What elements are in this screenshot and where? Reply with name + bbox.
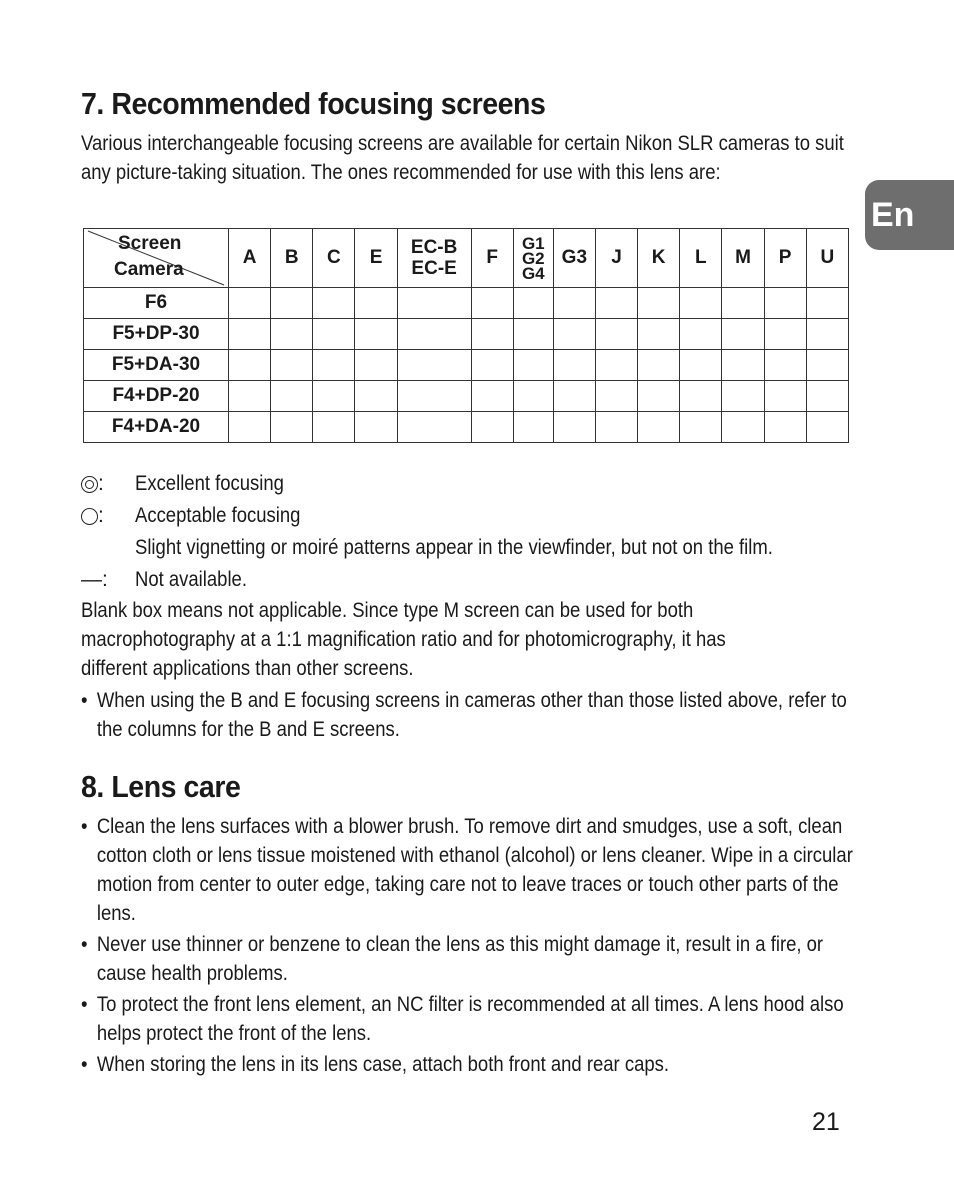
section-7-title: 7. Recommended focusing screens — [81, 86, 546, 121]
table-cell — [513, 288, 553, 319]
table-cell — [722, 412, 764, 443]
table-cell — [764, 381, 806, 412]
table-cell — [313, 288, 355, 319]
column-header-ec — [397, 229, 471, 288]
column-header: C — [313, 229, 355, 288]
column-header: B — [271, 229, 313, 288]
table-cell — [806, 350, 848, 381]
legend — [81, 468, 931, 596]
legend-text: Excellent focusing — [135, 472, 284, 495]
table-cell — [229, 412, 271, 443]
table-cell — [553, 319, 595, 350]
table-cell — [355, 381, 397, 412]
table-cell — [638, 288, 680, 319]
legend-note-text: Slight vignetting or moiré patterns appear in the viewfinder, but not on the film. — [135, 536, 773, 559]
table-cell — [513, 381, 553, 412]
list-item: • Clean the lens surfaces with a blower brush. To remove dirt and smudges, use a soft, clean cotton cloth or lens tissue moistened with ethanol (alcohol) or lens cleaner. Wipe in a circular motion from center to outer edge, taking care not to leave traces or touch other parts of the lens. — [81, 812, 855, 928]
table-row — [84, 319, 849, 350]
column-header: P — [764, 229, 806, 288]
table-body — [84, 288, 849, 443]
list-item: • When storing the lens in its lens case, attach both front and rear caps. — [81, 1050, 855, 1079]
table-cell — [722, 288, 764, 319]
table-cell — [397, 288, 471, 319]
table-cell — [271, 350, 313, 381]
table-cell — [680, 412, 722, 443]
table-cell — [553, 412, 595, 443]
column-header-g — [513, 229, 553, 288]
page-number: 21 — [812, 1108, 840, 1136]
legend-symbol: : — [81, 468, 126, 500]
column-header: M — [722, 229, 764, 288]
table-cell — [553, 288, 595, 319]
legend-text: Acceptable focusing — [135, 504, 301, 527]
table-cell — [313, 412, 355, 443]
table-cell — [513, 350, 553, 381]
language-tab: En — [865, 180, 954, 250]
table-cell — [806, 319, 848, 350]
table-cell — [471, 288, 513, 319]
camera-name-cell: F5+DP-30 — [84, 319, 229, 350]
table-cell — [806, 288, 848, 319]
table-cell — [513, 412, 553, 443]
table-corner-cell — [84, 229, 229, 288]
column-header-part: EC-E — [411, 258, 457, 279]
table-row — [84, 288, 849, 319]
table-cell — [680, 381, 722, 412]
table-cell — [722, 350, 764, 381]
table-cell — [397, 381, 471, 412]
table-cell — [638, 412, 680, 443]
table-cell — [806, 412, 848, 443]
column-header: L — [680, 229, 722, 288]
column-header-part: G2 — [521, 248, 545, 268]
table-cell — [595, 350, 637, 381]
screen-notes-list — [81, 686, 954, 746]
section-8-title: 8. Lens care — [81, 769, 241, 804]
table-row — [84, 412, 849, 443]
legend-acceptable — [81, 500, 931, 532]
table-cell — [553, 350, 595, 381]
table-cell — [806, 381, 848, 412]
table-cell — [229, 319, 271, 350]
table-cell — [229, 288, 271, 319]
table-header-row — [84, 229, 849, 288]
table-cell — [471, 381, 513, 412]
table-cell — [638, 381, 680, 412]
table-cell — [355, 350, 397, 381]
table-cell — [271, 288, 313, 319]
column-header-part: G4 — [521, 263, 545, 283]
blank-box-note: Blank box means not applicable. Since type M screen can be used for both macrophotography at a 1:1 magnification ratio and for photomicrography, it has different applications than other screens. — [81, 599, 726, 680]
legend-acceptable-note — [81, 532, 931, 564]
table-cell — [764, 412, 806, 443]
table-cell — [355, 288, 397, 319]
legend-not-available — [81, 564, 931, 596]
table-cell — [397, 412, 471, 443]
column-header-part: EC-B — [410, 237, 458, 258]
circle-icon — [81, 508, 98, 525]
legend-symbol: : — [81, 500, 126, 532]
table-cell — [313, 319, 355, 350]
corner-camera-label: Camera — [114, 259, 184, 280]
table-cell — [722, 381, 764, 412]
table-cell — [680, 288, 722, 319]
list-item: • When using the B and E focusing screens in cameras other than those listed above, refer to the columns for the B and E screens. — [81, 686, 855, 744]
legend-symbol: —: — [81, 568, 108, 591]
column-header: K — [638, 229, 680, 288]
corner-screen-label: Screen — [118, 233, 182, 254]
legend-excellent — [81, 468, 931, 500]
table-cell — [764, 288, 806, 319]
double-circle-icon — [81, 476, 98, 493]
table-cell — [397, 350, 471, 381]
legend-text: Not available. — [135, 568, 247, 591]
table-cell — [595, 381, 637, 412]
camera-name-cell: F4+DA-20 — [84, 412, 229, 443]
table-cell — [271, 412, 313, 443]
column-header: U — [806, 229, 848, 288]
camera-name-cell: F5+DA-30 — [84, 350, 229, 381]
column-header: F — [471, 229, 513, 288]
section-7-intro: Various interchangeable focusing screens are available for certain Nikon SLR cameras to suit any picture-taking situation. The ones recommended for use with this lens are: — [81, 132, 844, 184]
table-cell — [313, 381, 355, 412]
table-cell — [680, 350, 722, 381]
camera-name-cell: F4+DP-20 — [84, 381, 229, 412]
table-row — [84, 350, 849, 381]
table-cell — [471, 412, 513, 443]
table-cell — [313, 350, 355, 381]
camera-name-cell: F6 — [84, 288, 229, 319]
column-header: A — [229, 229, 271, 288]
table-row — [84, 381, 849, 412]
table-cell — [595, 412, 637, 443]
column-header-part: G1 — [521, 233, 545, 253]
table-cell — [680, 319, 722, 350]
table-cell — [638, 350, 680, 381]
table-cell — [638, 319, 680, 350]
table-cell — [595, 319, 637, 350]
table-cell — [595, 288, 637, 319]
column-header: G3 — [553, 229, 595, 288]
focusing-screens-table — [83, 228, 849, 443]
table-cell — [764, 350, 806, 381]
table-cell — [229, 381, 271, 412]
table-cell — [355, 319, 397, 350]
table-cell — [722, 319, 764, 350]
list-item: • Never use thinner or benzene to clean the lens as this might damage it, result in a fire, or cause health problems. — [81, 930, 855, 988]
lens-care-list — [81, 812, 954, 1081]
column-header: E — [355, 229, 397, 288]
table-cell — [271, 381, 313, 412]
table-cell — [229, 350, 271, 381]
table-cell — [764, 319, 806, 350]
table-cell — [471, 350, 513, 381]
table-cell — [397, 319, 471, 350]
table-cell — [471, 319, 513, 350]
table-cell — [271, 319, 313, 350]
column-header: J — [595, 229, 637, 288]
table-cell — [355, 412, 397, 443]
table-cell — [553, 381, 595, 412]
table-cell — [513, 319, 553, 350]
list-item: • To protect the front lens element, an NC filter is recommended at all times. A lens hood also helps protect the front of the lens. — [81, 990, 855, 1048]
